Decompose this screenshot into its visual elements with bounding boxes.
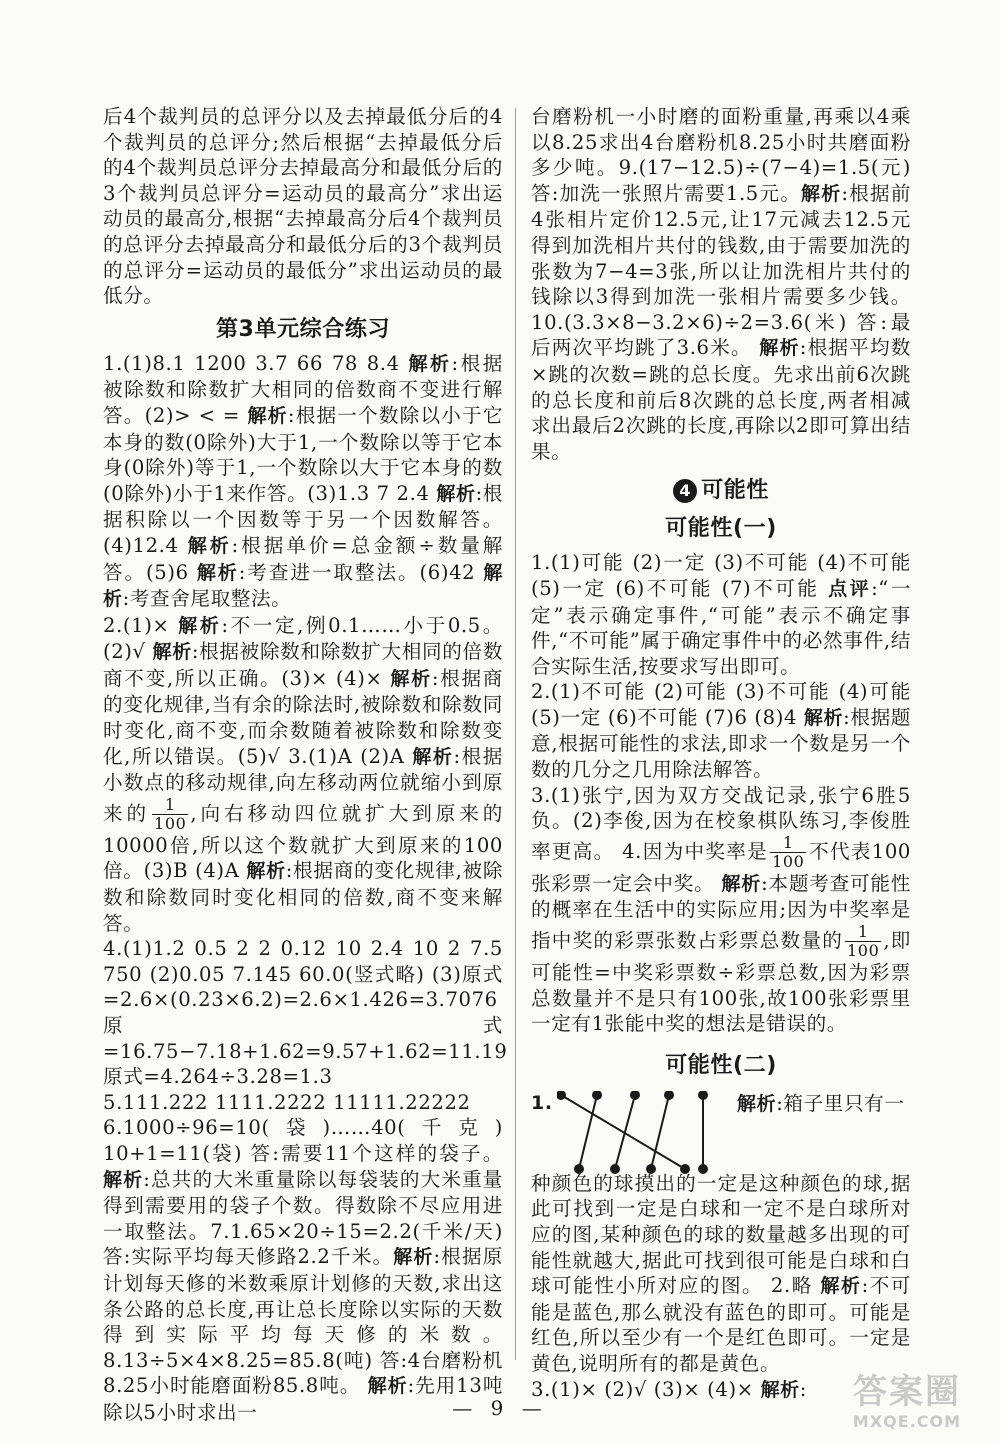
- section-title-possibility-2: 可能性(二): [665, 1052, 777, 1078]
- intro-paragraph: 后4个裁判员的总评分以及去掉最低分后的4个裁判员的总评分;然后根据“去掉最低分后的4个裁判员总评分去掉最高分和最低分后的3个裁判员总评分=运动员的最高分”求出运动员的最高分,根据“去掉最高分后4个裁判员的总评分去掉最高分和最低分后的3个裁判员的总评分=运动员的最低分”求出运动员的最低分。: [103, 105, 503, 308]
- possibility1-answers: 1.(1)可能 (2)一定 (3)不可能 (4)不可能 (5)一定 (6)不可能 (7)不可能 点评:“一定”表示确定事件,“可能”表示不确定事件,“不可能”属于确定事件中的必然事件,结合实际生活,按要求写出即可。: [531, 551, 912, 678]
- possibility2-answer-3: 3.(1)× (2)√ (3)× (4)× 解析:: [531, 1377, 807, 1401]
- possibility1-answer-2: 2.(1)不可能 (2)可能 (3)不可能 (4)可能 (5)一定 (6)不可能 (7)6 (8)4 解析:根据题意,根据可能性的求法,即求一个数是另一个数的几分之几用除法解答。: [531, 680, 911, 782]
- matching-diagram-row: 1. 解析:箱子里只有一: [531, 1091, 911, 1171]
- answer-5: 5.111.222 1111.2222 11111.22222: [103, 1090, 471, 1114]
- possibility1-answer-3-4: 3.(1)张宁,因为双方交战记录,张宁6胜5负。(2)李俊,因为在校象棋队练习,李俊胜率更高。 4.因为中奖率是 $\frac{1}{100}$ 不代表100张彩票一定会中奖。 解析:本题考查可能性的概率在生活中的实际应用;因为中奖率是指中奖的彩票张数占彩票总数量的 $\frac{1}{100}$ ,即可能性=中奖彩票数÷彩票总数,因为彩票总数量并不是只有100张,故100张彩票里一定有1张能中奖的想法是错误的。: [531, 783, 912, 1036]
- unit3-answers: 1.(1)8.1 1200 3.7 66 78 8.4 解析:根据被除数和除数扩大相同的倍数商不变进行解答。(2)> < = 解析:根据一个数除以小于它本身的数(0除外)大于1,一个数除以等于它本身(0除外)等于1,一个数除以大于它本身的数(0除外)小于1来作答。(3)1.3 7 2.4 解析:根据积除以一个因数等于另一个因数解答。(4)12.4 解析:根据单价=总金额÷数量解答。(5)6 解析:考查进一取整法。(6)42 解析:考查舍尾取整法。: [103, 351, 504, 611]
- answer-2: 2.(1)× 解析:不一定,例0.1……小于0.5。(2)√ 解析:根据被除数和除数扩大相同的倍数商不变,所以正确。(3)× (4)× 解析:根据商的变化规律,当有余的除法时,被除数和除数同时变化,商不变,而余数随着被除数和除数变化,所以错误。(5)√ 3.(1)A (2)A 解析:根据小数点的移动规律,向左移动两位就缩小到原来的 $\frac{1}{100}$ ,向右移动四位就扩大到原来的10000倍,所以这个数就扩大到原来的100倍。(3)B (4)A 解析:根据商的变化规律,被除数和除数同时变化相同的倍数,商不变来解答。: [103, 613, 504, 935]
- left-column: [103, 104, 508, 1426]
- fraction: $\frac{1}{100}$: [847, 922, 880, 961]
- diagram-side-text: 解析:箱子里只有一: [737, 1091, 905, 1115]
- fraction: $\frac{1}{100}$: [772, 832, 805, 871]
- right-column: [531, 104, 911, 1403]
- answer-6-8: 6.1000÷96=10(袋)……40(千克) 10+1=11(袋) 答:需要11个这样的袋子。 解析:总共的大米重量除以每袋装的大米重量得到需要用的袋子个数。得数除不尽应用进一取整法。7.1.65×20÷15=2.2(千米/天) 答:实际平均每天修路2.2千米。解析:根据原计划每天修的米数乘原计划修的天数,求出这条公路的总长度,再让总长度除以实际的天数得到实际平均每天修的米数。8.13÷5×4×8.25=85.8(吨) 答:4台磨粉机8.25小时能磨面粉85.8吨。 解析:先用13吨除以5小时求出一: [103, 1116, 504, 1424]
- section-title-unit3: 第3单元综合练习: [215, 316, 391, 342]
- match-line-2: [579, 1095, 597, 1169]
- match-line-3: [615, 1095, 635, 1169]
- possibility2-answers: 种颜色的球摸出的一定是这种颜色的球,据此可找到一定是白球和一定不是白球所对应的图,某种颜色的球的数量越多出现的可能性就越大,据此可找到很可能是白球和白球可能性小所对应的图。 2.略 解析:不可能是蓝色,那么就没有蓝色的即可。可能是红色,所以至少有一个是红色即可。一定是黄色,说明所有的都是黄色。: [531, 1171, 911, 1375]
- unit4-title: 4 可能性: [531, 476, 911, 506]
- page-number: — 9 —: [452, 1396, 548, 1420]
- section-title-possibility-1: 可能性(一): [665, 516, 777, 542]
- answer-8-10: 台磨粉机一小时磨的面粉重量,再乘以4乘以8.25求出4台磨粉机8.25小时共磨面粉多少吨。9.(17−12.5)÷(7−4)=1.5(元) 答:加洗一张照片需要1.5元。解析:根据前4张相片定价12.5元,让17元减去12.5元得到加洗相片共付的钱数,由于需要加洗的张数为7−4=3张,所以让加洗相片共付的钱除以3得到加洗一张相片需要多少钱。10.(3.3×8−3.2×6)÷2=3.6(米) 答:最后两次平均跳了3.6米。 解析:根据平均数×跳的次数=跳的总长度。先求出前6次跳的总长度和前后8次跳的总长度,两者相减求出最后2次跳的长度,再除以2即可算出结果。: [531, 105, 911, 463]
- matching-diagram: [557, 1091, 737, 1175]
- answer-4: 4.(1)1.2 0.5 2 2 0.12 10 2.4 10 2 7.5 750 (2)0.05 7.145 60.0(竖式略) (3)原式=2.6×(0.23×6.2)=2.6×1.426=3.7076 原式=16.75−7.18+1.62=9.57+1.62=11.19 原式=4.264÷3.28=1.3: [103, 937, 508, 1089]
- fraction: $\frac{1}{100}$: [154, 794, 187, 833]
- watermark-logo: 答案圈 MXQE.COM: [852, 1372, 962, 1431]
- unit-number-badge: 4: [673, 479, 697, 503]
- column-divider: [515, 108, 516, 1360]
